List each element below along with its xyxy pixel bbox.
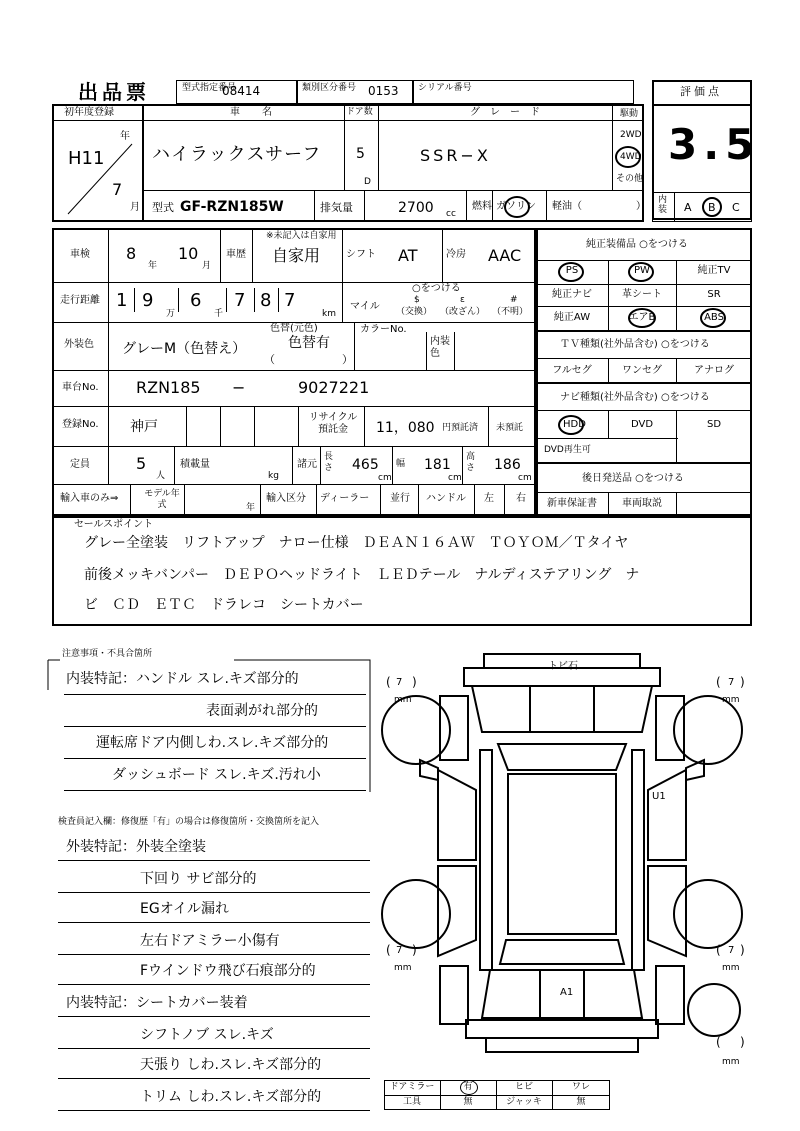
displacement-value: 2700 — [398, 200, 434, 216]
handle-left: 左 — [484, 493, 494, 504]
height-label: 高さ — [466, 452, 476, 473]
car-damage-diagram — [380, 640, 760, 1090]
sales-points-label: セールスポイント — [74, 519, 154, 530]
tire-fl-unit: mm — [394, 695, 412, 705]
mileage-altered-sym: ε — [460, 295, 465, 305]
grade-label: グレード — [470, 107, 550, 118]
equip-aw: 純正AW — [553, 312, 591, 323]
interior-c: C — [732, 201, 740, 214]
tire-rl-bracket-close: ) — [412, 943, 417, 957]
ac-label: 冷房 — [446, 249, 466, 260]
mileage-digit-3: 6 — [190, 290, 202, 311]
nav-hdd-circle — [558, 415, 584, 435]
first-reg-era: H11 — [68, 148, 105, 169]
mileage-unknown-sym: # — [510, 295, 518, 305]
reg-label: 登録No. — [62, 419, 99, 430]
inspector-line-9: トリム しわ.スレ.キズ部分的 — [140, 1089, 322, 1105]
inspection-label: 車検 — [70, 249, 90, 260]
equip-ps: PS — [565, 265, 579, 276]
nav-dvd: DVD — [630, 419, 654, 430]
mileage-digit-5: 8 — [260, 290, 272, 311]
fuel-light-oil-close: ） — [636, 201, 646, 212]
docs-warranty: 新車保証書 — [547, 498, 597, 509]
tire-rr-depth: 7 — [728, 945, 735, 956]
tire-fl-bracket: ( — [386, 675, 391, 689]
model-code-label: 型式指定番号 — [182, 83, 237, 93]
first-reg-label: 初年度登録 — [64, 107, 114, 118]
sheet-title: 出品票 — [78, 80, 150, 104]
ac-value: AAC — [488, 246, 522, 265]
height-value: 186 — [494, 457, 521, 473]
score-label: 評価点 — [680, 85, 722, 98]
doors-label: ドア数 — [346, 107, 373, 117]
class-code: 0153 — [368, 84, 399, 98]
tire-rr-bracket-close: ) — [740, 943, 745, 957]
drive-4wd-circle — [615, 146, 641, 168]
inspection-year: 8 — [126, 244, 137, 263]
import-dealer: ディーラー — [320, 493, 370, 504]
remark-line-1: 内装特記：ハンドル スレ.キズ部分的 — [66, 671, 299, 687]
recycle-unit: 円預託済 — [442, 423, 479, 433]
handle-label: ハンドル — [426, 493, 466, 504]
import-class-label: 輸入区分 — [266, 493, 306, 504]
tire-rl-unit: mm — [394, 963, 412, 973]
color-label: 外装色 — [64, 339, 94, 350]
equip-abs: ABS — [704, 312, 724, 323]
load-label: 積載量 — [180, 459, 210, 470]
equip-navi: 純正ナビ — [552, 289, 592, 300]
tire-rr-unit: mm — [722, 963, 740, 973]
table-r2c2: 無 — [463, 1097, 473, 1107]
interior-b: B — [708, 201, 716, 214]
table-r1c4: ワレ — [571, 1082, 590, 1092]
model-year-unit: 年 — [246, 503, 256, 513]
nav-hdd: HDD — [563, 419, 586, 430]
mileage-altered: （改ざん） — [440, 307, 486, 317]
sales-line-1: グレー全塗装 リフトアップ ナロー仕様 ＤＥＡＮ１６ＡＷ ＴＯＹＯＭ／Ｔタイヤ — [84, 535, 629, 551]
mileage-man: 万 — [166, 309, 176, 319]
width-label: 幅 — [396, 459, 406, 469]
dims-label: 諸元 — [297, 459, 317, 470]
length-cm: cm — [378, 473, 392, 483]
displacement-unit: cc — [446, 209, 456, 219]
tv-title: ＴＶ種類(社外品含む) ○をつける — [560, 339, 710, 350]
class-code-label: 類別区分番号 — [302, 83, 357, 93]
inspector-line-4: 左右ドアミラー小傷有 — [140, 933, 280, 949]
mileage-digit-2: 9 — [142, 290, 154, 311]
dvd-playback: DVD再生可 — [544, 445, 591, 455]
tire-fr-unit: mm — [722, 695, 740, 705]
tire-rr-bracket: ( — [716, 943, 721, 957]
color-no-label: カラーNo. — [360, 324, 407, 335]
mileage-exchange-sym: $ — [414, 295, 420, 305]
inspection-month: 10 — [178, 244, 199, 263]
displacement-label: 排気量 — [320, 201, 353, 214]
import-parallel: 並行 — [390, 493, 410, 504]
reg-value: 神戸 — [130, 419, 158, 435]
tire-rl-depth: 7 — [396, 945, 403, 956]
equipment-title: 純正装備品 ○をつける — [586, 239, 688, 250]
history-label: 車歴 — [226, 249, 246, 260]
type-label: 型式 — [152, 201, 174, 214]
inspector-line-5: Fウインドウ飛び石痕部分的 — [140, 963, 316, 979]
equip-tv: 純正TV — [697, 265, 731, 276]
inspector-line-2: 下回り サビ部分的 — [140, 871, 257, 887]
shift-value: AT — [398, 246, 418, 265]
capacity-unit: 人 — [156, 471, 166, 481]
fuel-label: 燃料 — [472, 201, 492, 212]
table-r1c3: ヒビ — [514, 1082, 533, 1092]
color-value: グレーM（色替え） — [122, 341, 247, 357]
remarks-label: 注意事項・不具合箇所 — [62, 649, 153, 659]
tire-spare-unit: mm — [722, 1057, 740, 1067]
color-paren-close: ） — [342, 353, 353, 366]
remark-line-3: 運転席ドア内側しわ.スレ.キズ部分的 — [96, 735, 329, 751]
nav-sd: SD — [706, 419, 722, 430]
length-value: 465 — [352, 457, 379, 473]
equip-airbag: エアB — [628, 312, 656, 323]
width-value: 181 — [424, 457, 451, 473]
interior-grade-label: 内装 — [658, 195, 668, 215]
date-slash — [60, 130, 140, 220]
inspection-year-unit: 年 — [148, 261, 158, 271]
mileage-unknown: （不明） — [492, 307, 529, 317]
equip-airbag-circle — [628, 308, 656, 328]
docs-manual: 車両取説 — [622, 498, 662, 509]
tire-fr-bracket: ( — [716, 675, 721, 689]
remark-line-2: 表面剥がれ部分的 — [206, 703, 318, 719]
height-cm: cm — [518, 473, 532, 483]
fuel-gasoline: ガソリン — [496, 201, 536, 212]
mileage-sen: 千 — [214, 309, 224, 319]
nav-title: ナビ種類(社外品含む) ○をつける — [560, 392, 710, 403]
damage-right-note: U1 — [652, 791, 666, 802]
grade-value: SSR−X — [420, 146, 491, 165]
car-name-label: 車名 — [230, 107, 294, 118]
handle-right: 右 — [516, 493, 526, 504]
type-value: GF-RZN185W — [180, 199, 284, 215]
inspector-line-7: シフトノブ スレ.キズ — [140, 1027, 274, 1043]
tv-oneseg: ワンセグ — [622, 365, 662, 376]
mileage-digit-4: 7 — [234, 290, 246, 311]
serial-label: シリアル番号 — [418, 83, 472, 93]
remark-line-4: ダッシュボード スレ.キズ.汚れ小 — [112, 767, 321, 783]
equip-sr: SR — [707, 289, 721, 300]
mileage-km: km — [322, 309, 336, 319]
chassis-prefix: RZN185 — [136, 378, 201, 397]
interior-color-label: 内装色 — [430, 336, 450, 359]
fuel-light-oil: 軽油（ — [552, 201, 582, 212]
interior-a: A — [684, 201, 692, 214]
color-change-value: 色替有 — [288, 335, 330, 351]
recycle-pending: 未預託 — [496, 423, 524, 433]
mileage-mile: マイル — [350, 301, 380, 312]
equip-leather: 革シート — [622, 289, 662, 300]
capacity-value: 5 — [136, 454, 147, 473]
chassis-number: 9027221 — [298, 378, 370, 397]
recycle-label: リサイクル預託金 — [308, 412, 358, 435]
drive-label: 駆動 — [620, 109, 639, 119]
recycle-value: 11，080 — [376, 420, 435, 436]
chassis-label: 車台No. — [62, 382, 99, 393]
history-value: 自家用 — [272, 246, 321, 265]
chassis-dash: − — [232, 378, 246, 397]
details-block — [52, 228, 536, 516]
tire-fr-depth: 7 — [728, 677, 735, 688]
tire-spare-bracket: ( — [716, 1035, 721, 1049]
equip-abs-circle — [700, 308, 726, 328]
interior-b-circle — [702, 197, 722, 217]
equip-ps-circle — [558, 262, 584, 282]
length-label: 長さ — [324, 452, 334, 473]
table-r2c3: ジャッキ — [506, 1097, 542, 1107]
mileage-exchange: （交換） — [396, 307, 433, 317]
drive-4wd: 4WD — [620, 152, 642, 162]
model-code: 08414 — [222, 84, 261, 98]
inspector-line-6: 内装特記：シートカバー装着 — [66, 995, 248, 1011]
first-reg-month: 7 — [112, 180, 123, 199]
fuel-circle — [504, 196, 530, 218]
tv-fullseg: フルセグ — [552, 365, 592, 376]
equip-pw-circle — [628, 262, 654, 282]
model-year-label: モデル年式 — [144, 489, 180, 510]
tire-spare-bracket-close: ) — [740, 1035, 745, 1049]
score-value: 3.5 — [668, 120, 761, 169]
inspector-line-1: 外装特記：外装全塗装 — [66, 839, 206, 855]
table-r2c4: 無 — [576, 1097, 586, 1107]
first-reg-month-unit: 月 — [130, 202, 140, 213]
inspector-line-3: EGオイル漏れ — [140, 901, 229, 917]
doors-value: 5 — [356, 146, 365, 162]
color-paren-open: （ — [264, 353, 275, 366]
table-mirror-circle — [460, 1080, 478, 1095]
inspector-label: 検査員記入欄：修復歴「有」の場合は修復箇所・交換箇所を記入 — [58, 817, 320, 827]
sales-line-3: ビ ＣＤ ＥＴＣ ドラレコ シートカバー — [84, 597, 364, 613]
load-unit: kg — [268, 471, 279, 481]
color-change-label: 色替(元色) — [270, 323, 318, 334]
width-cm: cm — [448, 473, 462, 483]
drive-2wd: 2WD — [620, 130, 642, 140]
tire-fl-bracket-close: ) — [412, 675, 417, 689]
mileage-digit-1: 1 — [116, 290, 128, 311]
mileage-digit-6: 7 — [284, 290, 296, 311]
sales-line-2: 前後メッキバンパー ＤＥＰＯヘッドライト ＬＥＤテール ナルディステアリング ナ — [84, 567, 640, 583]
damage-rear-note: A1 — [560, 987, 574, 998]
tire-fl-depth: 7 — [396, 677, 403, 688]
history-note: ※未記入は自家用 — [266, 231, 337, 241]
table-r1c2: 有 — [463, 1082, 473, 1092]
drive-other: その他 — [616, 174, 644, 184]
table-r1c1: ドアミラー — [389, 1082, 435, 1092]
inspector-line-8: 天張り しわ.スレ.キズ部分的 — [140, 1057, 322, 1073]
car-name: ハイラックスサーフ — [152, 144, 322, 165]
table-r2c1: 工具 — [402, 1097, 421, 1107]
first-reg-year-unit: 年 — [120, 131, 130, 142]
capacity-label: 定員 — [70, 459, 90, 470]
tire-rl-bracket: ( — [386, 943, 391, 957]
import-label: 輸入車のみ⇒ — [60, 493, 119, 504]
equip-pw: PW — [634, 265, 650, 276]
tv-analog: アナログ — [694, 365, 734, 376]
shift-label: シフト — [346, 249, 376, 260]
mileage-circle-note: ○をつける — [412, 283, 461, 294]
damage-front-note: トビ石 — [548, 661, 578, 672]
docs-title: 後日発送品 ○をつける — [582, 473, 684, 484]
mileage-label: 走行距離 — [60, 295, 100, 306]
inspection-month-unit: 月 — [202, 261, 212, 271]
doors-sub: D — [364, 177, 371, 187]
tire-fr-bracket-close: ) — [740, 675, 745, 689]
